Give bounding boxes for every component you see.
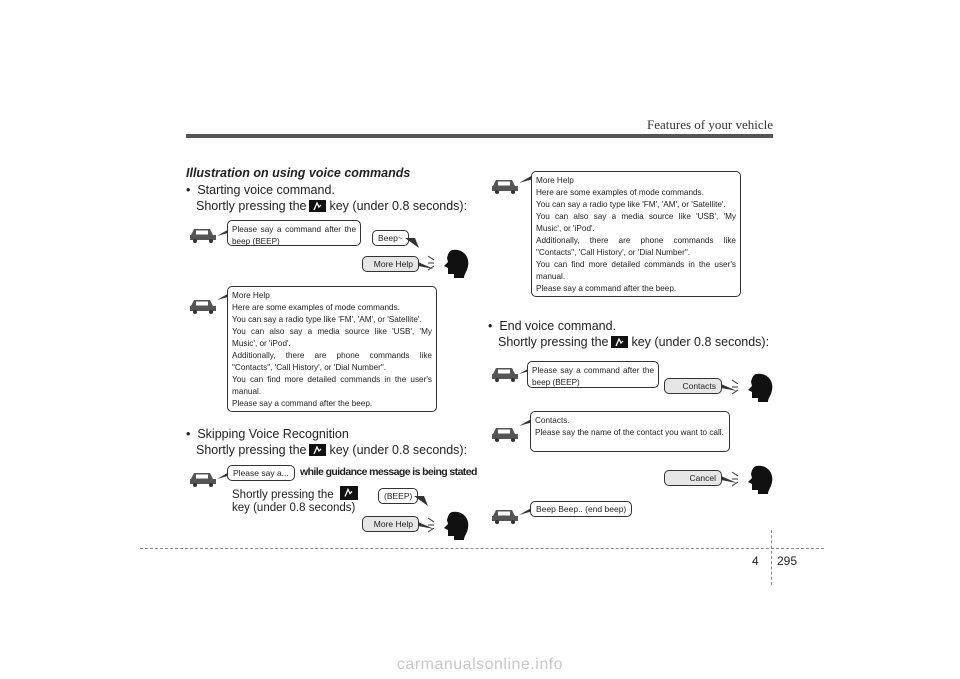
car-icon	[490, 424, 520, 442]
bubble-line: Please say the name of the contact you want to call.	[535, 428, 724, 437]
voice-key-icon	[309, 200, 326, 212]
end-beep-bubble: Beep Beep.. (end beep)	[530, 501, 632, 517]
watermark: carmanualsonline.info	[396, 656, 564, 673]
help-line: You can find more detailed commands in the user's manual.	[232, 375, 432, 396]
more-help-bubble-right	[531, 171, 741, 297]
more-help-user-bubble: More Help	[362, 256, 419, 272]
bullet-starting-voice: • Starting voice command.	[186, 183, 335, 197]
page-number: 295	[777, 554, 798, 568]
contacts-user-bubble: Contacts	[664, 378, 722, 394]
help-line: Please say a command after the beep.	[232, 399, 373, 408]
footer-rule	[140, 548, 824, 549]
header-rule	[186, 134, 773, 138]
car-icon	[188, 296, 218, 314]
guidance-note: while guidance message is being stated	[300, 466, 477, 478]
press-instruction-3: Shortly pressing the key (under 0.8 seconds):	[498, 335, 770, 349]
voice-key-icon	[340, 486, 358, 500]
bubble-pointer	[405, 238, 419, 248]
bubble-line: Contacts.	[535, 416, 570, 425]
beep-paren-bubble: (BEEP)	[378, 488, 418, 504]
voice-key-icon	[309, 444, 326, 456]
contacts-bubble	[530, 411, 730, 452]
page-header-title: Features of your vehicle	[647, 117, 773, 132]
bubble-pointer	[414, 496, 428, 506]
help-line: You can say a radio type like 'FM', 'AM', or 'Satellite'.	[232, 315, 422, 324]
help-line: Please say a command after the beep.	[536, 284, 677, 293]
car-icon	[188, 225, 218, 243]
speaking-head-icon	[730, 464, 776, 496]
speaking-head-icon	[426, 510, 472, 542]
more-help-user-bubble: More Help	[362, 516, 419, 532]
bullet-end-voice: • End voice command.	[488, 319, 617, 333]
help-line: You can also say a media source like 'USB', 'My Music', or 'iPod'.	[536, 212, 736, 233]
help-line: Here are some examples of mode commands.	[536, 188, 704, 197]
please-say-bubble: Please say a...	[227, 465, 295, 481]
voice-key-icon	[611, 336, 628, 348]
car-icon	[490, 364, 520, 382]
help-line: More Help	[232, 291, 270, 300]
help-line: You can find more detailed commands in the user's manual.	[536, 260, 736, 281]
press-instruction-1: Shortly pressing the key (under 0.8 seconds):	[196, 199, 468, 213]
speaking-head-icon	[426, 248, 472, 280]
help-line: You can also say a media source like 'USB', 'My Music', or 'iPod'.	[232, 327, 432, 348]
help-line: Additionally, there are phone commands like "Contacts", 'Call History', or 'Dial Number".	[536, 236, 736, 257]
car-icon	[490, 506, 520, 524]
speaking-head-icon	[730, 372, 776, 404]
section-title: Illustration on using voice commands	[186, 166, 411, 180]
press-instruction-2: Shortly pressing the key (under 0.8 seconds):	[196, 443, 468, 457]
speech-bubble-command: Please say a command after the beep (BEEP)	[527, 361, 659, 388]
cancel-user-bubble: Cancel	[664, 470, 722, 486]
shortly-pressing-note: Shortly pressing the key (under 0.8 seconds)	[232, 486, 361, 515]
car-icon	[188, 469, 218, 487]
chapter-number: 4	[752, 554, 759, 568]
help-line: You can say a radio type like 'FM', 'AM', or 'Satellite'.	[536, 200, 726, 209]
footer-divider	[771, 530, 772, 585]
speech-bubble-command: Please say a command after the beep (BEEP)	[227, 220, 361, 246]
more-help-bubble-left	[227, 286, 437, 412]
help-line: More Help	[536, 176, 574, 185]
help-line: Here are some examples of mode commands.	[232, 303, 400, 312]
car-icon	[490, 176, 520, 194]
beep-bubble: Beep~	[372, 230, 409, 246]
bullet-skipping: • Skipping Voice Recognition	[186, 427, 349, 441]
help-line: Additionally, there are phone commands like "Contacts", 'Call History', or 'Dial Number".	[232, 351, 432, 372]
